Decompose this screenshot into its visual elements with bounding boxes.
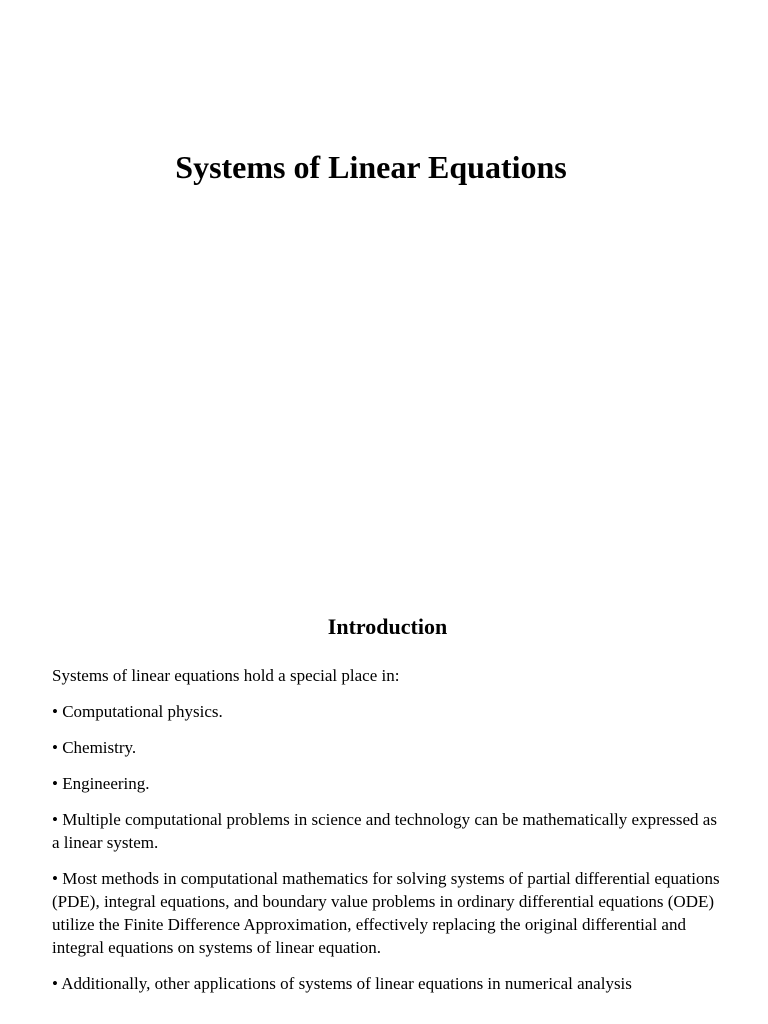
bullet-item: • Additionally, other applications of systems of linear equations in numerical analysis xyxy=(52,974,632,993)
bullet-item: • Most methods in computational mathematics for solving systems of partial differential equations (PDE), integral equations, and boundary value problems in ordinary differential equations (ODE) utilize the Finite Difference Approximation, effectively replacing the original differential and integral equations on systems of linear equation. xyxy=(52,869,720,957)
bullet-item: • Multiple computational problems in science and technology can be mathematically expressed as a linear system. xyxy=(52,810,717,852)
section-heading-introduction: Introduction xyxy=(327,614,448,639)
intro-paragraph: Systems of linear equations hold a special place in: xyxy=(52,666,400,685)
document-body xyxy=(52,664,720,1008)
bullet-item: • Computational physics. xyxy=(52,702,223,721)
page-title: Systems of Linear Equations xyxy=(175,149,567,185)
bullet-item: • Engineering. xyxy=(52,774,150,793)
bullet-item: • Chemistry. xyxy=(52,738,137,757)
